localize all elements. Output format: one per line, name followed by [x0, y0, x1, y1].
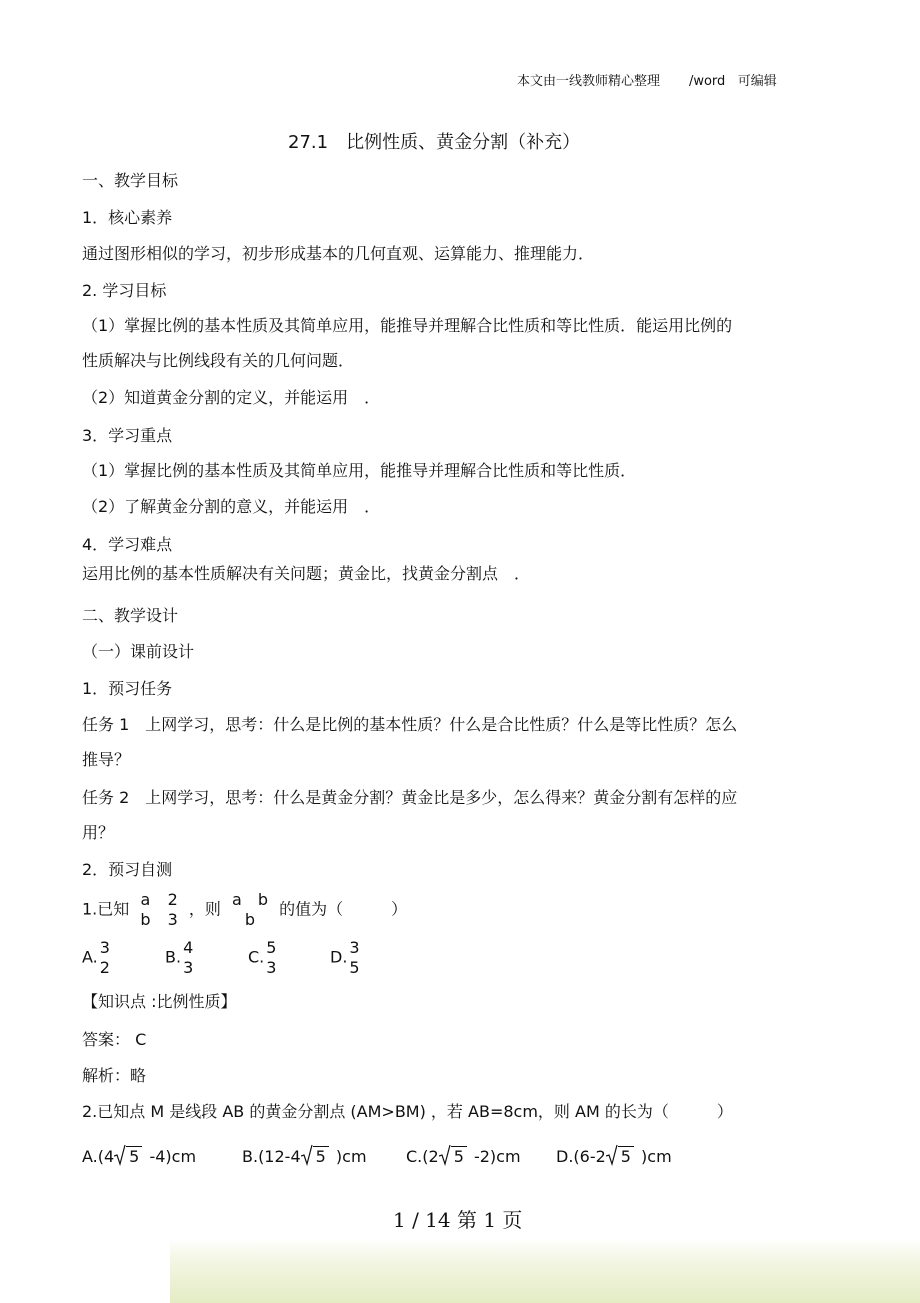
option-suffix: )cm — [635, 1147, 672, 1166]
header-note: 本文由一线教师精心整理 — [517, 74, 661, 89]
paragraph-key-1: （1）掌握比例的基本性质及其简单应用，能推导并理解合比性质和等比性质． — [82, 461, 637, 480]
frac-denominator: 2 — [99, 958, 110, 977]
q1-fraction-2-3 — [168, 890, 178, 930]
question-1 — [82, 890, 407, 930]
q1-prefix: 1.已知 — [82, 899, 130, 919]
header-editable: 可编辑 — [737, 74, 777, 89]
frac-numerator: 5 — [266, 938, 277, 957]
radicand: 5 — [126, 1146, 142, 1167]
decorative-footer-band — [170, 1238, 920, 1303]
q2-option-d — [556, 1146, 672, 1167]
question-2: 2.已知点 M 是线段 AB 的黄金分割点 (AM>BM) ，若 AB=8cm，则 AM 的长为（ ） — [82, 1102, 733, 1121]
frac-numerator: a b — [232, 890, 268, 909]
q1-suffix: 的值为（ ） — [279, 899, 408, 919]
section-heading-goals: 一、教学目标 — [82, 171, 179, 190]
option-suffix: )cm — [330, 1147, 367, 1166]
task-1-line-1: 任务 1 上网学习，思考：什么是比例的基本性质？什么是合比性质？什么是等比性质？怎么 — [82, 715, 738, 734]
option-fraction — [183, 938, 193, 978]
task-2-line-1: 任务 2 上网学习，思考：什么是黄金分割？黄金比是多少，怎么得来？黄金分割有怎样的应 — [82, 788, 738, 807]
subheading-key-points: 3．学习重点 — [82, 426, 173, 445]
q2-option-b — [242, 1146, 367, 1167]
answer: 答案： C — [82, 1030, 147, 1049]
radicand: 5 — [451, 1146, 467, 1167]
option-suffix: -4)cm — [144, 1147, 197, 1166]
frac-numerator: 3 — [99, 938, 110, 957]
frac-denominator: b — [244, 910, 256, 929]
analysis: 解析：略 — [82, 1066, 147, 1085]
sqrt-symbol — [606, 1146, 634, 1167]
frac-numerator: 2 — [167, 890, 178, 909]
subheading-preclass: （一）课前设计 — [82, 642, 195, 661]
option-prefix: A.(4 — [82, 1147, 115, 1166]
option-label: D. — [330, 947, 348, 967]
header-format: /word — [688, 74, 726, 89]
frac-denominator: 3 — [266, 958, 277, 977]
option-label: C. — [248, 947, 265, 967]
option-label: A. — [82, 947, 98, 967]
subheading-learning-goals: 2. 学习目标 — [82, 281, 167, 300]
q1-fraction-expression — [232, 890, 268, 930]
paragraph-core-literacy: 通过图形相似的学习，初步形成基本的几何直观、运算能力、推理能力． — [82, 244, 595, 263]
option-label: B. — [165, 947, 182, 967]
document-title: 27.1 比例性质、黄金分割（补充） — [288, 132, 581, 153]
paragraph-goal-1a: （1）掌握比例的基本性质及其简单应用，能推导并理解合比性质和等比性质．能运用比例的 — [82, 316, 733, 335]
frac-denominator: 3 — [167, 910, 178, 929]
task-1-line-2: 推导？ — [82, 750, 131, 769]
option-prefix: B.(12-4 — [242, 1147, 301, 1166]
q1-fraction-a-b — [140, 890, 150, 930]
sqrt-symbol — [301, 1146, 329, 1167]
paragraph-difficulties: 运用比例的基本性质解决有关问题；黄金比，找黄金分割点 ． — [82, 564, 531, 583]
q1-option-a — [82, 938, 116, 978]
subheading-self-test: 2．预习自测 — [82, 860, 173, 879]
frac-denominator: b — [140, 910, 151, 929]
q2-option-c — [406, 1146, 521, 1167]
option-prefix: D.(6-2 — [556, 1147, 606, 1166]
q1-option-d — [330, 938, 366, 978]
sqrt-symbol — [439, 1146, 467, 1167]
option-prefix: C.(2 — [406, 1147, 439, 1166]
q2-option-a — [82, 1146, 196, 1167]
paragraph-goal-2: （2）知道黄金分割的定义，并能运用 ． — [82, 388, 381, 407]
q1-option-c — [248, 938, 282, 978]
section-heading-design: 二、教学设计 — [82, 606, 179, 625]
paragraph-goal-1b: 性质解决与比例线段有关的几何问题． — [82, 351, 355, 370]
radicand: 5 — [618, 1146, 634, 1167]
q1-option-b — [165, 938, 199, 978]
subheading-difficulties: 4．学习难点 — [82, 535, 173, 554]
frac-denominator: 3 — [183, 958, 194, 977]
frac-denominator: 5 — [349, 958, 360, 977]
page-header — [517, 70, 777, 89]
frac-numerator: 3 — [349, 938, 360, 957]
option-suffix: -2)cm — [468, 1147, 521, 1166]
page-number: 1 / 14 第 1 页 — [393, 1208, 523, 1232]
subheading-core-literacy: 1．核心素养 — [82, 208, 173, 227]
task-2-line-2: 用？ — [82, 823, 115, 842]
radicand: 5 — [313, 1146, 329, 1167]
q1-mid: ，则 — [188, 899, 221, 919]
sqrt-symbol — [114, 1146, 142, 1167]
frac-numerator: 4 — [183, 938, 194, 957]
frac-numerator: a — [140, 890, 151, 909]
subheading-preview-tasks: 1．预习任务 — [82, 679, 173, 698]
option-fraction — [100, 938, 110, 978]
paragraph-key-2: （2）了解黄金分割的意义，并能运用 ． — [82, 497, 381, 516]
option-fraction — [266, 938, 276, 978]
knowledge-point: 【知识点 :比例性质】 — [82, 992, 237, 1011]
option-fraction — [349, 938, 359, 978]
